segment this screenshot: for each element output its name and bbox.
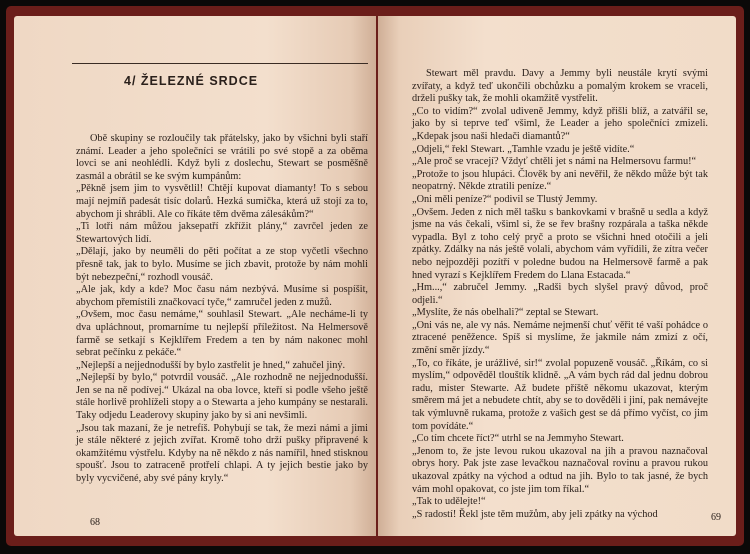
paragraph: „Protože to jsou hlupáci. Člověk by ani nevěřil, že někdo může být tak neopatrný. Někde ztratili peníze.“	[412, 168, 708, 193]
paragraph: „Pěkně jsem jim to vysvětlil! Chtějí kupovat diamanty! To s sebou mají nejmíň padesát tisíc dolarů. Hezká sumička, která už stojí za to, abychom ji shrábli. Ale co říkáte těm dvěma zálesákům?“	[76, 183, 368, 220]
paragraph: „Ale proč se vracejí? Vždyť chtěli jet s námi na Helmersovu farmu!“	[412, 156, 697, 168]
chapter-title: 4/ ŽELEZNÉ SRDCE	[124, 74, 259, 88]
chapter-rule	[72, 63, 368, 64]
paragraph: „Jenom to, že jste levou rukou ukazoval na jih a pravou naznačoval obrys hory. Pak jste zase levačkou naznačoval rovinu a pravou rukou ukazoval zpátky na východ a odtud na jih. Bylo to tak jasné, že bych vám mohl opakovat, co jste jim tom říkal.“	[412, 445, 708, 495]
left-page	[14, 16, 376, 536]
paragraph: „Co tím chcete říct?“ utrhl se na Jemmyho Stewart.	[412, 433, 624, 445]
paragraph: „Ovšem. Jeden z nich měl tašku s bankovkami v brašně u sedla a když jsme na vás čekali, všiml si, že se řev brašny rozpárala a taška někde vypadla. Byl z toho celý pryč a proto se všichni hned otočili a jeli zpátky. Zdálky na nás ještě volali, abychom vám vyřídili, že zítra večer nebo nejpozději pozítří v poledne budou na Helmersově farmě a pak hned vyrazí s Kejklířem Fredem do Llana Estacada.“	[412, 206, 708, 281]
paragraph: „Co to vidím?“ zvolal udiveně Jemmy, když přišli blíž, a zatvářil se, jako by si teprve teď všiml, že Leader a jeho společníci zmizeli. „Kdepak jsou naši hledači diamantů?“	[412, 105, 708, 142]
page-number: 69	[711, 512, 721, 523]
paragraph: „Ovšem, moc času nemáme,“ souhlasil Stewart. „Ale necháme-li ty dva upláchnout, promarníme tu nejlepší příležitost. Na Helmersově farmě se setkají s Kejklířem Fredem a ten by nám nakonec mohl sebrat pečínku z pekáče.“	[76, 309, 368, 359]
left-page-text	[76, 133, 368, 486]
paragraph: „Hm...,“ zabručel Jemmy. „Radši bych slyšel pravý důvod, proč odjeli.“	[412, 282, 708, 306]
right-page-text	[412, 68, 708, 521]
paragraph: „Nejlepší by bylo,“ potvrdil vousáč. „Ale rozhodně ne nejjednodušší. Jen se na ně podívej.“ Ukázal na oba lovce, kteří si podle všeho ještě stále horlivě prohlíželi stopy a o Stewarta a jeho kumpány se nestarali. Taky odjedu Leaderovy skupiny jako by si ani nevšimli.	[76, 372, 368, 422]
paragraph: „Nejlepší a nejjednodušší by bylo zastřelit je hned,“ zahučel jiný.	[76, 359, 346, 371]
paragraph: „Oni měli peníze?“ podivil se Tlustý Jemmy.	[412, 193, 598, 205]
paragraph: „S radostí! Řekl jste těm mužům, aby jeli zpátky na východ	[412, 508, 658, 520]
paragraph: Obě skupiny se rozloučily tak přátelsky, jako by všichni byli staří známí. Leader a jeho společníci se vrátili po své stopě a za oběma lovci se ani neohlédli. Když byli z doslechu, Stewart se posměšně zasmál a obrátil se ke svým kumpánům:	[76, 133, 368, 182]
right-page	[378, 16, 736, 536]
paragraph: „Ale jak, kdy a kde? Moc času nám nezbývá. Musíme si pospíšit, abychom přemístili značkovací tyče,“ zamručel jeden z mužů.	[76, 284, 368, 308]
paragraph: „Odjeli,“ řekl Stewart. „Tamhle vzadu je ještě vidíte.“	[412, 143, 635, 155]
paragraph: „Dělají, jako by neuměli do pěti počítat a ze stop vyčetli všechno přesně tak, jak to bylo. Musíme se jich zbavit, protože by nám mohli být nebezpeční,“ rozhodl vousáč.	[76, 246, 368, 283]
paragraph: Stewart měl pravdu. Davy a Jemmy byli neustále krytí svými zvířaty, a když teď ukončili obchůzku a pomalým krokem se vraceli, drželi pušky tak, že mohli okamžitě vystřelit.	[412, 68, 708, 105]
page-number: 68	[90, 517, 100, 528]
paragraph: „Ti lotři nám můžou jaksepatří zkřížit plány,“ zavrčel jeden ze Stewartových lidí.	[76, 221, 368, 245]
paragraph: „Tak to udělejte!“	[412, 496, 486, 508]
paragraph: „Jsou tak mazaní, že je netrefíš. Pohybují se tak, že mezi námi a jimi je stále některé z jejich zvířat. Kromě toho drží pušky připravené k okamžitému výstřelu. Kdyby na ně někdo z nás namířil, hned stisknou spoušť. Jsou to zatraceně protřelí chlapi. A ty jejich bestie jako by byly vycvičené, aby své pány kryly.“	[76, 422, 368, 485]
paragraph: „Oni vás ne, ale vy nás. Nemáme nejmenší chuť věřit té vaší pohádce o ztracené peněžence. Spíš si myslíme, že jakmile nám zmizí z očí, změní směr jízdy.“	[412, 319, 708, 357]
paragraph: „To, co říkáte, je urážlivé, sir!“ zvolal popuzeně vousáč. „Říkám, co si myslím,“ odpověděl tlouštík klidně. „A vám bych rád dal jednu dobrou radu, mister Stewarte. Až budete příště někomu ukazovat, kterým směrem má jet a nebudete chtít, aby se to dověděli i jiní, pak nemávejte tak výmluvně rukama, protože z vašich gest se dá přímo vyčíst, co jim tom povídáte.“	[412, 357, 708, 432]
paragraph: „Myslíte, že nás obelhali?“ zeptal se Stewart.	[412, 307, 599, 319]
open-book	[6, 6, 744, 546]
